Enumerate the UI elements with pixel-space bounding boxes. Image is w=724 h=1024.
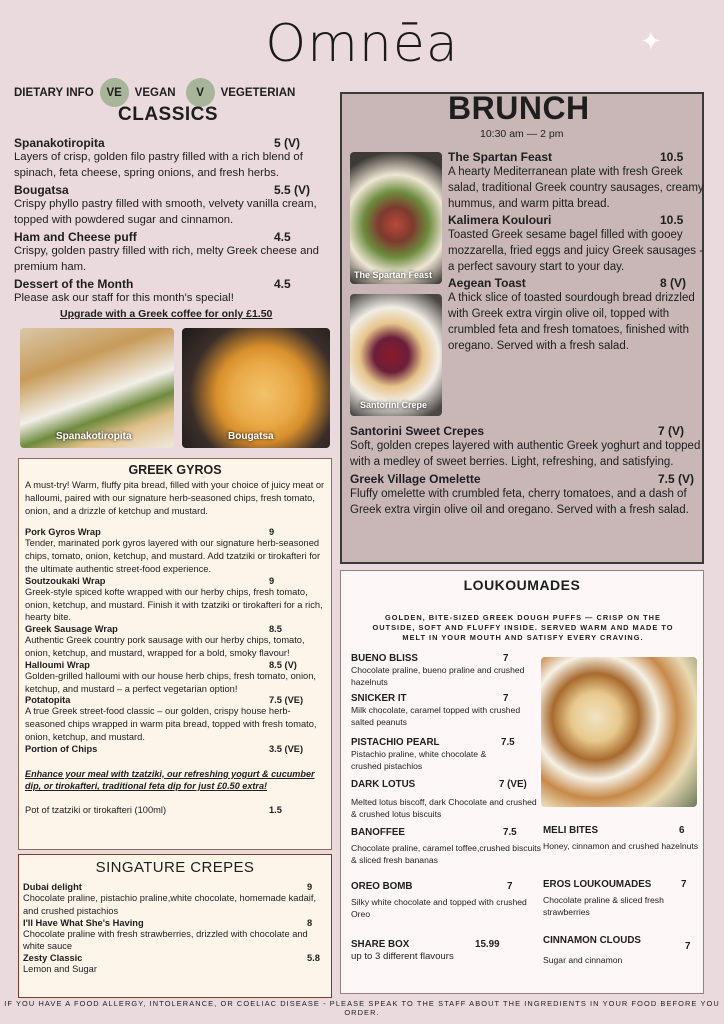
item-price: 7 [503, 693, 509, 704]
item-desc: A thick slice of toasted sourdough bread drizzled with Greek extra virgin olive oil, topped with crumbled feta and fresh tomatoes, finished with oregano. Served with a fresh salad. [448, 292, 695, 352]
vegan-label: VEGAN [134, 86, 176, 99]
item-name: I'll Have What She's Having [23, 917, 144, 928]
gyros-item [25, 660, 325, 696]
louk-item [351, 827, 543, 866]
item-price: 8 (V) [660, 276, 687, 290]
santorini-crepe-photo [350, 294, 442, 416]
item-name: OREO BOMB [351, 881, 413, 892]
item-name: Santorini Sweet Crepes [350, 424, 485, 438]
item-name: DARK LOTUS [351, 779, 416, 790]
item-price: 3.5 (VE) [269, 743, 304, 754]
item-price: 6 [679, 825, 685, 836]
loukoumades-section [340, 570, 704, 994]
item-name: Halloumi Wrap [25, 659, 90, 670]
photo-label: Spanakotiropita [56, 431, 132, 442]
loukoumades-tagline: GOLDEN, BITE-SIZED GREEK DOUGH PUFFS — CRISP ON THE OUTSIDE, SOFT AND FLUFFY INSIDE. SERVED WARM AND MADE TO MELT IN YOUR MOUTH AND SATISFY EVERY CRAVING. [372, 613, 674, 642]
item-name: Greek Village Omelette [350, 472, 481, 486]
item-name: Potatopita [25, 695, 71, 706]
item-name: Zesty Classic [23, 953, 83, 964]
loukoumades-photo [541, 657, 697, 807]
item-name: BANOFFEE [351, 827, 405, 838]
spartan-feast-photo [350, 152, 442, 284]
item-name: PISTACHIO PEARL [351, 737, 440, 748]
item-price: 4.5 [274, 230, 291, 244]
spanakotiropita-photo [20, 328, 174, 448]
gyros-item [25, 576, 325, 624]
item-desc: Toasted Greek sesame bagel filled with gooey mozzarella, fried eggs and juicy Greek sausages - a perfect savoury start to your day. [448, 229, 704, 273]
crepes-list [19, 882, 331, 976]
item-name: Spanakotiropita [14, 136, 105, 150]
item-desc: Chocolate praline with fresh strawberries, drizzled with chocolate and white sauce [23, 928, 308, 952]
dip-pot [19, 805, 331, 815]
item-price: 7.5 [503, 827, 517, 838]
dietary-info [14, 78, 295, 107]
crepe-item [23, 953, 327, 976]
item-price: 9 [307, 882, 313, 892]
brunch-item [350, 424, 702, 470]
item-name: Aegean Toast [448, 276, 526, 290]
louk-item [543, 825, 699, 852]
louk-item [351, 693, 543, 728]
item-price: 10.5 [660, 213, 684, 227]
crepes-section [18, 854, 332, 998]
item-desc: Soft, golden crepes layered with authentic Greek yoghurt and topped with a medley of sweet berries. Light, refreshing, and satisfying. [350, 440, 701, 468]
dip-pot-price: 1.5 [269, 804, 282, 815]
item-price: 9 [269, 575, 275, 586]
gyros-title: GREEK GYROS [128, 463, 222, 477]
classics-title: CLASSICS [118, 104, 219, 125]
item-name: Kalimera Koulouri [448, 213, 552, 227]
brunch-item [448, 276, 704, 354]
photo-label: The Spartan Feast [354, 270, 433, 280]
louk-item [543, 879, 699, 918]
item-desc: Greek-style spiced kofte wrapped with our herby chips, fresh tomato, onion, ketchup, and mustard. Finish it with tzatziki or tirokafteri for a rich, hearty bite. [25, 586, 323, 623]
gyros-item [25, 624, 325, 660]
crepes-title: SINGATURE CREPES [95, 859, 255, 876]
item-price: 8 [307, 917, 313, 928]
louk-item [351, 779, 543, 820]
louk-item [351, 939, 543, 963]
brunch-hours: 10:30 am — 2 pm [480, 128, 564, 140]
louk-item [351, 737, 543, 772]
item-name: SNICKER IT [351, 693, 407, 704]
gyros-item [25, 527, 325, 575]
item-desc: Pistachio praline, white chocolate & crushed pistachios [351, 749, 487, 771]
item-name: Pork Gyros Wrap [25, 527, 101, 538]
item-desc: Milk chocolate, caramel topped with crushed salted peanuts [351, 705, 521, 727]
item-desc: Honey, cinnamon and crushed hazelnuts [543, 841, 699, 851]
brand-logo: Omnēa [265, 14, 459, 74]
vegetarian-label: VEGETERIAN [220, 86, 296, 99]
item-desc: Lemon and Sugar [23, 964, 97, 975]
item-price: 5.8 [307, 953, 320, 964]
bougatsa-photo [182, 328, 330, 448]
classics-list [14, 136, 326, 307]
item-desc: Chocolate praline, pistachio praline,white chocolate, homemade kadaif, and crushed pistachios [23, 893, 317, 916]
item-price: 7 (VE) [499, 779, 527, 790]
vegetarian-badge: V [186, 78, 215, 107]
item-name: Soutzoukaki Wrap [25, 575, 106, 586]
item-desc: A true Greek street-food classic – our golden, crispy house herb-seasoned chips wrapped in warm pita bread, topped with fresh tomato, onion, ketchup, and mustard. [25, 706, 317, 742]
item-desc: Crispy phyllo pastry filled with smooth, velvety vanilla cream, topped with powdered sugar and cinnamon. [14, 198, 317, 226]
brunch-section [340, 92, 704, 564]
item-name: Greek Sausage Wrap [25, 624, 118, 635]
item-price: 8.5 [269, 624, 282, 635]
gyros-enhance: Enhance your meal with tzatziki, our refreshing yogurt & cucumber dip, or tirokafteri, traditional feta dip for just £0.50 extra! [25, 768, 315, 792]
item-desc: Sugar and cinnamon [543, 955, 623, 965]
item-name: Portion of Chips [25, 743, 98, 754]
brunch-list-bottom [350, 424, 702, 518]
crepe-item [23, 918, 327, 954]
item-price: 7.5 (VE) [269, 695, 304, 706]
item-name: EROS LOUKOUMADES [543, 879, 652, 890]
item-name: Bougatsa [14, 183, 69, 197]
allergy-notice: IF YOU HAVE A FOOD ALLERGY, INTOLERANCE, OR COELIAC DISEASE - PLEASE SPEAK TO THE STAFF ABOUT THE INGREDIENTS IN YOUR FOOD BEFORE YOU ORDER. [4, 999, 720, 1017]
vegan-badge: VE [100, 78, 129, 107]
item-desc: up to 3 different flavours [351, 951, 454, 962]
item-price: 7 [507, 881, 513, 892]
item-name: Dubai delight [23, 882, 82, 892]
item-desc: Tender, marinated pork gyros layered with our signature herb-seasoned chips, tomato, onion, ketchup, and mustard. Add tzatziki or tirokafteri for the ultimate authentic street-food experience. [25, 538, 321, 574]
classic-item [14, 183, 326, 228]
brunch-item [448, 150, 704, 212]
brunch-item [350, 472, 702, 518]
gyros-item [25, 744, 325, 754]
item-desc: Golden-grilled halloumi with our house herb chips, fresh tomato, onion, ketchup, and mustard – a perfect vegetarian option! [25, 670, 316, 694]
gyros-section [18, 458, 332, 850]
item-desc: Chocolate praline, bueno praline and crushed hazelnuts [351, 665, 525, 687]
louk-item [351, 881, 543, 920]
louk-item [543, 935, 699, 966]
dietary-label: DIETARY INFO [14, 86, 94, 99]
item-price: 7 [503, 653, 509, 664]
item-name: CINNAMON CLOUDS [543, 935, 641, 946]
item-desc: Melted lotus biscoff, dark Chocolate and crushed & crushed lotus biscuits [351, 797, 537, 819]
gyros-intro: A must-try! Warm, fluffy pita bread, filled with your choice of juicy meat or halloumi, paired with our signature herb-seasoned chips, fresh tomato, onion, and a drizzle of ketchup and mustard. [25, 480, 325, 516]
item-price: 10.5 [660, 150, 684, 164]
item-name: MELI BITES [543, 825, 598, 836]
item-price: 15.99 [475, 939, 500, 950]
item-desc: Chocolate praline & sliced fresh strawberries [543, 895, 664, 917]
item-price: 4.5 [274, 277, 291, 291]
sparkle-icon: ✦ [640, 26, 662, 56]
item-price: 8.5 (V) [269, 659, 297, 670]
brunch-title: BRUNCH [448, 90, 590, 126]
item-desc: Crispy, golden pastry filled with rich, melty Greek cheese and premium ham. [14, 245, 319, 273]
item-desc: A hearty Mediterranean plate with fresh Greek salad, traditional Greek country sausages, creamy hummus, and warm pitta bread. [448, 166, 704, 210]
brunch-item [448, 213, 704, 275]
item-price: 7.5 [501, 737, 515, 748]
item-price: 7 (V) [658, 424, 685, 438]
dip-pot-label: Pot of tzatziki or tirokafteri (100ml) [25, 804, 167, 815]
item-price: 7 [685, 941, 691, 952]
item-name: The Spartan Feast [448, 150, 553, 164]
loukoumades-title: LOUKOUMADES [463, 577, 581, 593]
item-name: BUENO BLISS [351, 653, 418, 664]
classic-item [14, 136, 326, 181]
item-desc: Authentic Greek country pork sausage with our herby chips, tomato, onion, ketchup, and mustard, wrapped for a bold, smoky flavour! [25, 635, 305, 658]
item-name: Dessert of the Month [14, 277, 134, 291]
item-name: Ham and Cheese puff [14, 230, 137, 244]
item-desc: Silky white chocolate and topped with crushed Oreo [351, 897, 527, 919]
photo-label: Santorini Crepe [360, 400, 428, 410]
item-desc: Chocolate praline, caramel toffee,crushed biscuits & sliced fresh bananas [351, 843, 541, 865]
crepe-item [23, 882, 327, 918]
item-name: SHARE BOX [351, 939, 410, 950]
brunch-list-right [448, 150, 704, 354]
item-price: 7 [681, 879, 687, 890]
item-price: 5.5 (V) [274, 183, 311, 197]
louk-item [351, 653, 543, 688]
item-desc: Layers of crisp, golden filo pastry filled with a rich blend of spinach, feta cheese, spring onions, and fresh herbs. [14, 151, 303, 179]
classic-item [14, 230, 326, 275]
coffee-upgrade: Upgrade with a Greek coffee for only £1.50 [60, 308, 273, 320]
item-desc: Please ask our staff for this month's special! [14, 292, 234, 304]
gyros-item [25, 695, 325, 743]
item-price: 9 [269, 527, 275, 538]
photo-label: Bougatsa [228, 431, 274, 442]
item-price: 5 (V) [274, 136, 301, 150]
item-desc: Fluffy omelette with crumbled feta, cherry tomatoes, and a dash of Greek extra virgin olive oil and oregano. Served with a fresh salad. [350, 488, 689, 516]
item-price: 7.5 (V) [658, 472, 695, 486]
classic-item [14, 277, 326, 307]
gyros-list [19, 527, 331, 753]
